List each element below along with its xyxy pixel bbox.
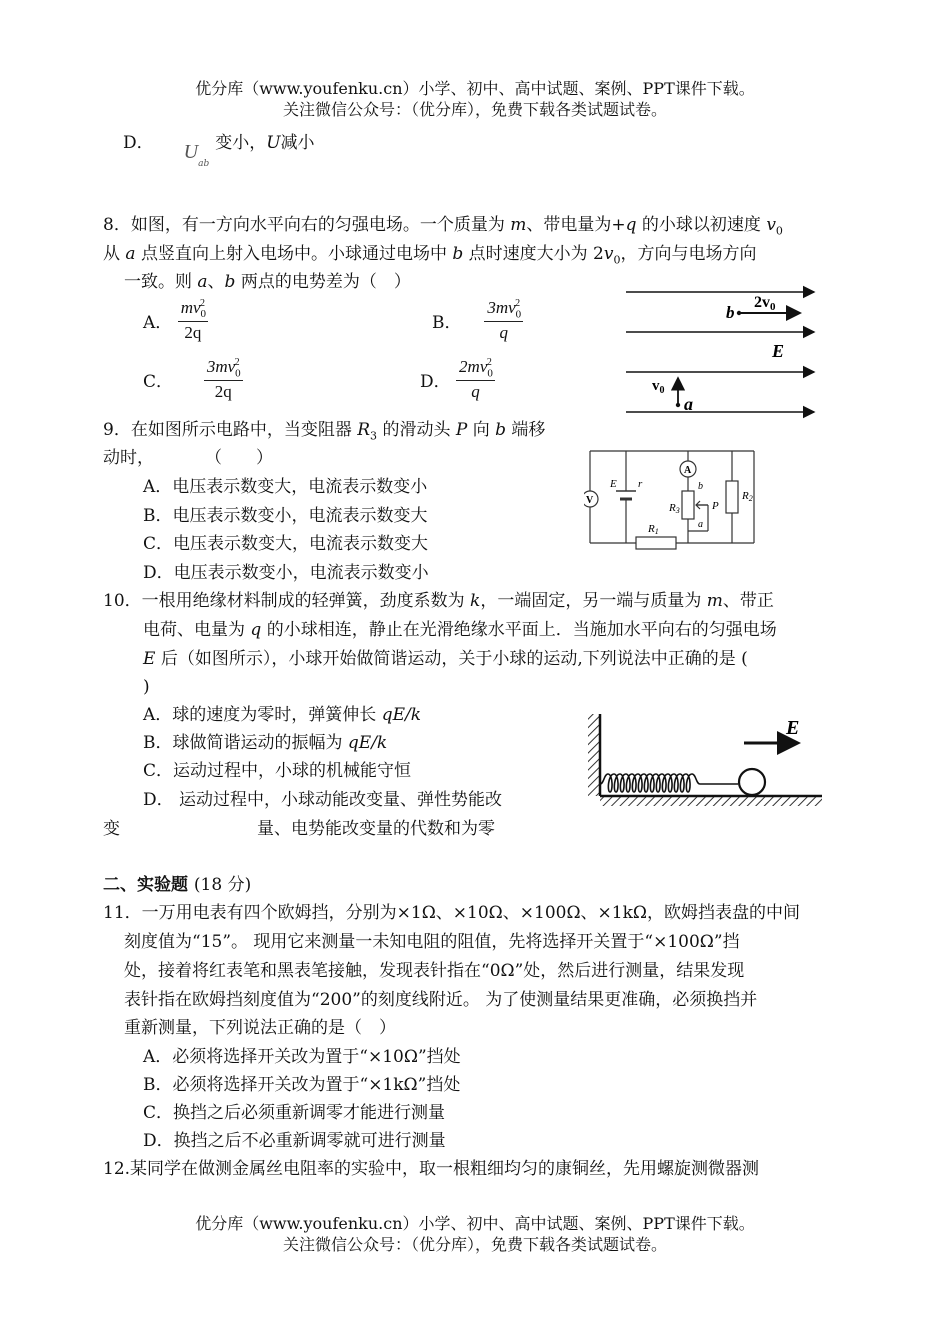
text: ，方向与电场方向: [620, 244, 757, 264]
var-b: b: [224, 272, 236, 292]
var-e: E: [143, 649, 156, 669]
section-title-text: 二、实验题: [103, 875, 188, 895]
superscript: 2: [486, 357, 492, 369]
frac-den: 2q: [184, 323, 202, 343]
point-b: [737, 311, 741, 315]
u-subscript: ab: [198, 159, 210, 170]
subscript: 0: [235, 367, 241, 380]
option-label: B．: [143, 506, 173, 526]
text: 如图，有一方向水平向右的匀强电场。一个质量为: [130, 215, 511, 235]
var-k: k: [470, 591, 481, 611]
frac-den: 2q: [214, 382, 232, 402]
q9-option-d: [143, 559, 429, 587]
q9-option-c: [143, 530, 428, 558]
q8-option-a: [143, 298, 208, 343]
option-label: B．: [432, 313, 462, 334]
page-footer-line2: 关注微信公众号：（优分库），免费下载各类试题试卷。: [282, 1235, 667, 1254]
q10-option-c: [143, 757, 411, 785]
section-score: (18 分): [193, 875, 252, 895]
page-footer-line1: 优分库（www.youfenku.cn）小学、初中、高中试题、案例、PPT课件下载。: [195, 1214, 755, 1233]
q10-option-d: [143, 786, 502, 814]
section-title: [103, 871, 251, 899]
var-r: R: [357, 420, 371, 440]
option-label: C．: [143, 372, 174, 393]
q8-line3: [124, 268, 411, 296]
var-v: v: [603, 244, 614, 264]
q10-spring-figure: [586, 712, 826, 808]
option-label: C．: [143, 534, 174, 554]
option-label: D．: [143, 563, 174, 583]
option-text: 电压表示数变小，电流表示数变大: [172, 506, 428, 526]
var-a: a: [197, 272, 208, 292]
slider-arrow: [696, 501, 708, 509]
text: 向: [467, 420, 496, 440]
option-label: D．: [143, 1131, 174, 1151]
resistor-r1: [636, 537, 676, 549]
q11-option-b: [143, 1071, 460, 1099]
text: 在如图所示电路中，当变阻器: [130, 420, 358, 440]
text: 点时速度大小为 2: [463, 244, 604, 264]
option-text-b: 减小: [280, 133, 315, 153]
field-e-label: E: [786, 717, 800, 739]
q9-option-b: [143, 502, 428, 530]
point-b-label: b: [726, 303, 735, 322]
q11-option-c: [143, 1099, 445, 1127]
frac-den: q: [499, 323, 508, 343]
q11-line3: 处，接着将红表笔和黑表笔接触，发现表针指在“0Ω”处，然后进行测量，结果发现: [124, 961, 745, 981]
resistor-r2: [726, 481, 738, 513]
frac-num: mv: [180, 298, 201, 317]
option-text: 必须将选择开关改为置于“×1kΩ”挡处: [172, 1075, 461, 1095]
var-v: v: [766, 215, 776, 235]
text: 的滑动头: [377, 420, 456, 440]
var-p: P: [455, 420, 468, 440]
q8-field-figure: [622, 280, 822, 420]
subscript: 0: [515, 308, 522, 321]
frac-num: 2mv: [459, 357, 488, 376]
q8-option-b: [432, 298, 523, 343]
charged-ball: [739, 769, 765, 795]
option-text-a: 变小，: [215, 133, 267, 153]
slider-p-label: P: [712, 500, 719, 512]
q7-option-d: [123, 128, 315, 170]
spring: [600, 774, 738, 792]
question-number: 9．: [103, 420, 131, 440]
frac-num: 3mv: [487, 298, 516, 317]
q10-line1: [103, 587, 774, 615]
superscript: 2: [515, 298, 521, 310]
text: 点竖直向上射入电场中。小球通过电场中: [135, 244, 453, 264]
option-text: 换挡之后必须重新调零才能进行测量: [173, 1103, 446, 1123]
superscript: 2: [234, 357, 240, 369]
q11-line2: 刻度值为“15”。 现用它来测量一未知电阻的阻值，先将选择开关置于“×100Ω”挡: [124, 932, 740, 952]
q10-line2: [143, 616, 777, 644]
text: 从: [103, 244, 126, 264]
subscript: 0: [613, 253, 621, 267]
option-label: C．: [143, 1103, 174, 1123]
option-text: 电压表示数变小，电流表示数变小: [173, 563, 429, 583]
text: 端移: [506, 420, 546, 440]
frac-num: 3mv: [206, 357, 236, 376]
text: 的小球以初速度: [636, 215, 767, 235]
q8-option-d: [420, 357, 495, 402]
r1-label: R1: [648, 523, 659, 536]
q8-option-c: [143, 357, 243, 402]
frac-den: q: [471, 382, 480, 402]
q12-line1: 12.某同学在做测金属丝电阻率的实验中，取一根粗细均匀的康铜丝，先用螺旋测微器测: [103, 1159, 760, 1179]
question-number: 10．: [103, 591, 142, 611]
q11-line4: 表针指在欧姆挡刻度值为“200”的刻度线附近。 为了使测量结果更准确，必须换挡并: [124, 990, 758, 1010]
option-label: B．: [143, 733, 173, 753]
point-a: [676, 403, 680, 407]
r3-label: R3: [669, 502, 680, 515]
text: 、带电量为+: [526, 215, 626, 235]
option-label: A．: [143, 1047, 173, 1067]
r2-label: R2: [742, 490, 753, 503]
text: 一根用绝缘材料制成的轻弹簧，劲度系数为: [141, 591, 471, 611]
voltmeter-label: V: [586, 495, 594, 506]
q9-line2: 动时， （ ）: [103, 448, 273, 468]
text: 、: [207, 272, 225, 292]
field-e-label: E: [772, 341, 785, 361]
option-text: 必须将选择开关改为置于“×10Ω”挡处: [172, 1047, 461, 1067]
option-label: A．: [143, 705, 173, 725]
subscript: 0: [775, 224, 783, 238]
superscript: 2: [200, 298, 206, 310]
q11-option-a: [143, 1043, 461, 1071]
var-q: q: [250, 620, 262, 640]
v0-label: $v_0$: [652, 378, 665, 396]
option-math: qE/k: [347, 733, 388, 753]
option-label: C．: [143, 761, 174, 781]
u-symbol: U: [183, 141, 199, 163]
var-a: a: [125, 244, 136, 264]
option-text: 运动过程中，小球的机械能守恒: [173, 761, 412, 781]
var-m: m: [510, 215, 527, 235]
option-label: A．: [143, 313, 173, 334]
internal-r-label: r: [638, 478, 643, 490]
q10-option-d-cont-b: 量、电势能改变量的代数和为零: [257, 819, 495, 839]
text: 、带正: [722, 591, 774, 611]
text: ，一端固定，另一端与质量为: [480, 591, 707, 611]
option-text: 球做简谐运动的振幅为: [172, 733, 348, 753]
floor-hatch: [600, 796, 822, 806]
option-text: 电压表示数变大，电流表示数变大: [173, 534, 429, 554]
emf-label: E: [610, 478, 617, 490]
option-text: 球的速度为零时，弹簧伸长: [172, 705, 382, 725]
option-label: D．: [123, 133, 154, 153]
option-text: 运动过程中，小球动能改变量、弹性势能改: [179, 790, 503, 810]
option-math: qE/k: [381, 705, 422, 725]
end-b-label: b: [698, 481, 703, 492]
var-b: b: [452, 244, 464, 264]
q9-option-a: [143, 473, 427, 501]
page-header-line2: 关注微信公众号：（优分库），免费下载各类试题试卷。: [282, 100, 667, 119]
option-label: D．: [420, 372, 451, 393]
q10-line4: ): [143, 677, 150, 697]
text: 一致。则: [124, 272, 198, 292]
u-var: U: [266, 133, 281, 153]
q10-option-a: [143, 701, 421, 729]
text: 一万用电表有四个欧姆挡，分别为×1Ω、×10Ω、×100Ω、×1kΩ，欧姆挡表盘的中间: [141, 903, 801, 923]
text: 电荷、电量为: [143, 620, 251, 640]
resistor-r3: [682, 491, 694, 519]
q10-line3: [143, 645, 748, 673]
page-header-line1: 优分库（www.youfenku.cn）小学、初中、高中试题、案例、PPT课件下载。: [195, 79, 755, 98]
option-text: 电压表示数变大，电流表示数变小: [172, 477, 428, 497]
end-a-label: a: [698, 519, 703, 530]
subscript: 0: [487, 367, 493, 380]
var-b: b: [495, 420, 507, 440]
q9-circuit-figure: [584, 443, 776, 551]
option-text: 换挡之后不必重新调零就可进行测量: [173, 1131, 446, 1151]
text: 的小球相连，静止在光滑绝缘水平面上．当施加水平向右的匀强电场: [261, 620, 777, 640]
q11-line1: [103, 899, 800, 927]
subscript: 0: [200, 308, 207, 321]
ammeter-label: A: [684, 465, 692, 476]
q11-line5: 重新测量，下列说法正确的是（ ）: [124, 1018, 396, 1038]
option-label: B．: [143, 1075, 173, 1095]
q11-option-d: [143, 1127, 446, 1155]
var-m: m: [706, 591, 723, 611]
q10-option-b: [143, 729, 387, 757]
text: 后（如图所示），小球开始做简谐运动，关于小球的运动,下列说法中正确的是 (: [155, 649, 748, 669]
velocity-2v0-label: 2v0: [754, 294, 776, 313]
q10-option-d-cont-a: 变: [103, 819, 120, 839]
option-label: D．: [143, 790, 174, 810]
point-a-label: a: [684, 394, 693, 414]
option-label: A．: [143, 477, 173, 497]
question-number: 8．: [103, 215, 131, 235]
question-number: 11．: [103, 903, 142, 923]
text: 两点的电势差为（ ）: [235, 272, 411, 292]
subscript: 3: [370, 429, 378, 443]
wall-hatch: [588, 714, 600, 796]
var-q: q: [625, 215, 637, 235]
